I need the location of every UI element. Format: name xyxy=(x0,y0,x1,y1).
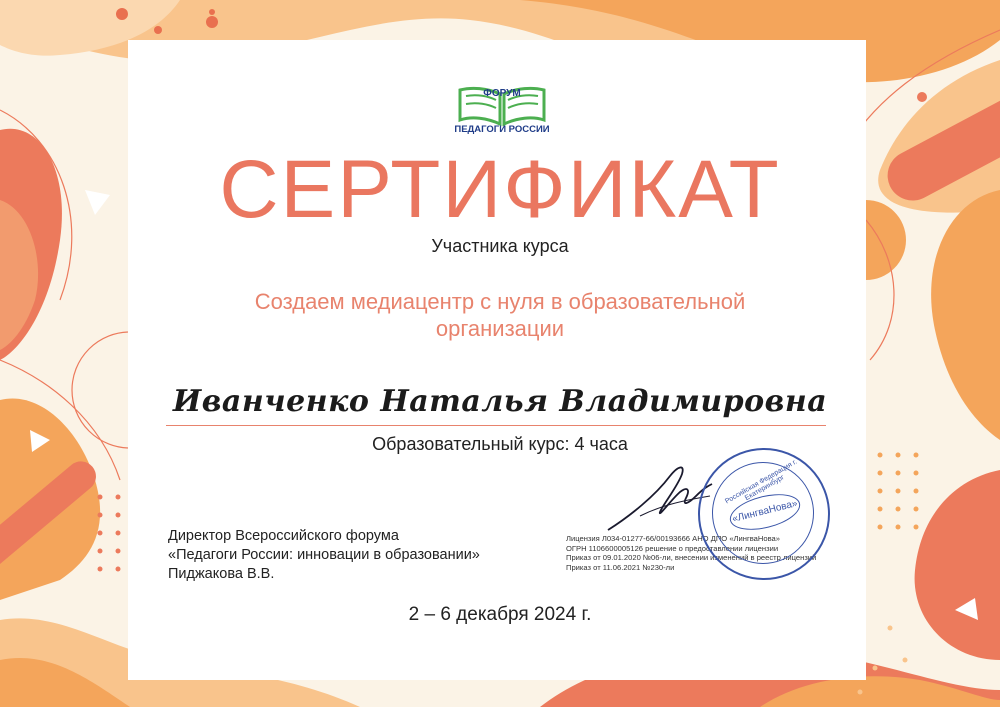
dot xyxy=(116,8,128,20)
dot-grid-right xyxy=(878,453,919,530)
dot xyxy=(206,16,218,28)
logo-text-org: ПЕДАГОГИ РОССИИ xyxy=(454,124,550,135)
license-line: Лицензия Л034-01277-66/00193666 АНО ДПО «ЛингваНова» xyxy=(566,534,781,543)
dot xyxy=(209,9,215,15)
name-underline xyxy=(166,425,826,426)
course-hours: Образовательный курс: 4 часа xyxy=(372,434,628,454)
license-line: Приказ от 09.01.2020 №06-ли, внесении изменений в реестр лицензий xyxy=(566,553,817,563)
course-title: Создаем медиацентр с нуля в образовательной организации xyxy=(254,289,746,341)
director-block xyxy=(168,527,548,584)
license-line: Приказ от 11.06.2021 №230-ли xyxy=(566,562,675,572)
official-stamp xyxy=(698,448,830,580)
director-name: Пиджакова В.В. xyxy=(168,566,275,582)
director-forum: «Педагоги России: инновации в образовании» xyxy=(168,547,480,563)
stamp-center-text: «ЛингваНова» xyxy=(726,488,804,536)
logo-text-forum: ФОРУМ xyxy=(483,88,521,99)
right-dot xyxy=(917,92,927,102)
dot xyxy=(154,26,162,34)
license-line: ОГРН 1106600005126 решение о предоставлении лицензии xyxy=(566,543,779,553)
course-dates: 2 – 6 декабря 2024 г. xyxy=(408,604,592,625)
participant-name: Иванченко Наталья Владимировна xyxy=(172,384,828,419)
forum-logo xyxy=(452,80,552,138)
director-title: Директор Всероссийского форума xyxy=(168,528,399,544)
stamp-ring-text: Российская Федерация г. Екатеринбург xyxy=(724,458,799,506)
certificate-subtitle: Участника курса xyxy=(431,236,569,256)
right-coral-blob xyxy=(915,470,1000,660)
certificate-title: СЕРТИФИКАТ xyxy=(219,144,781,235)
